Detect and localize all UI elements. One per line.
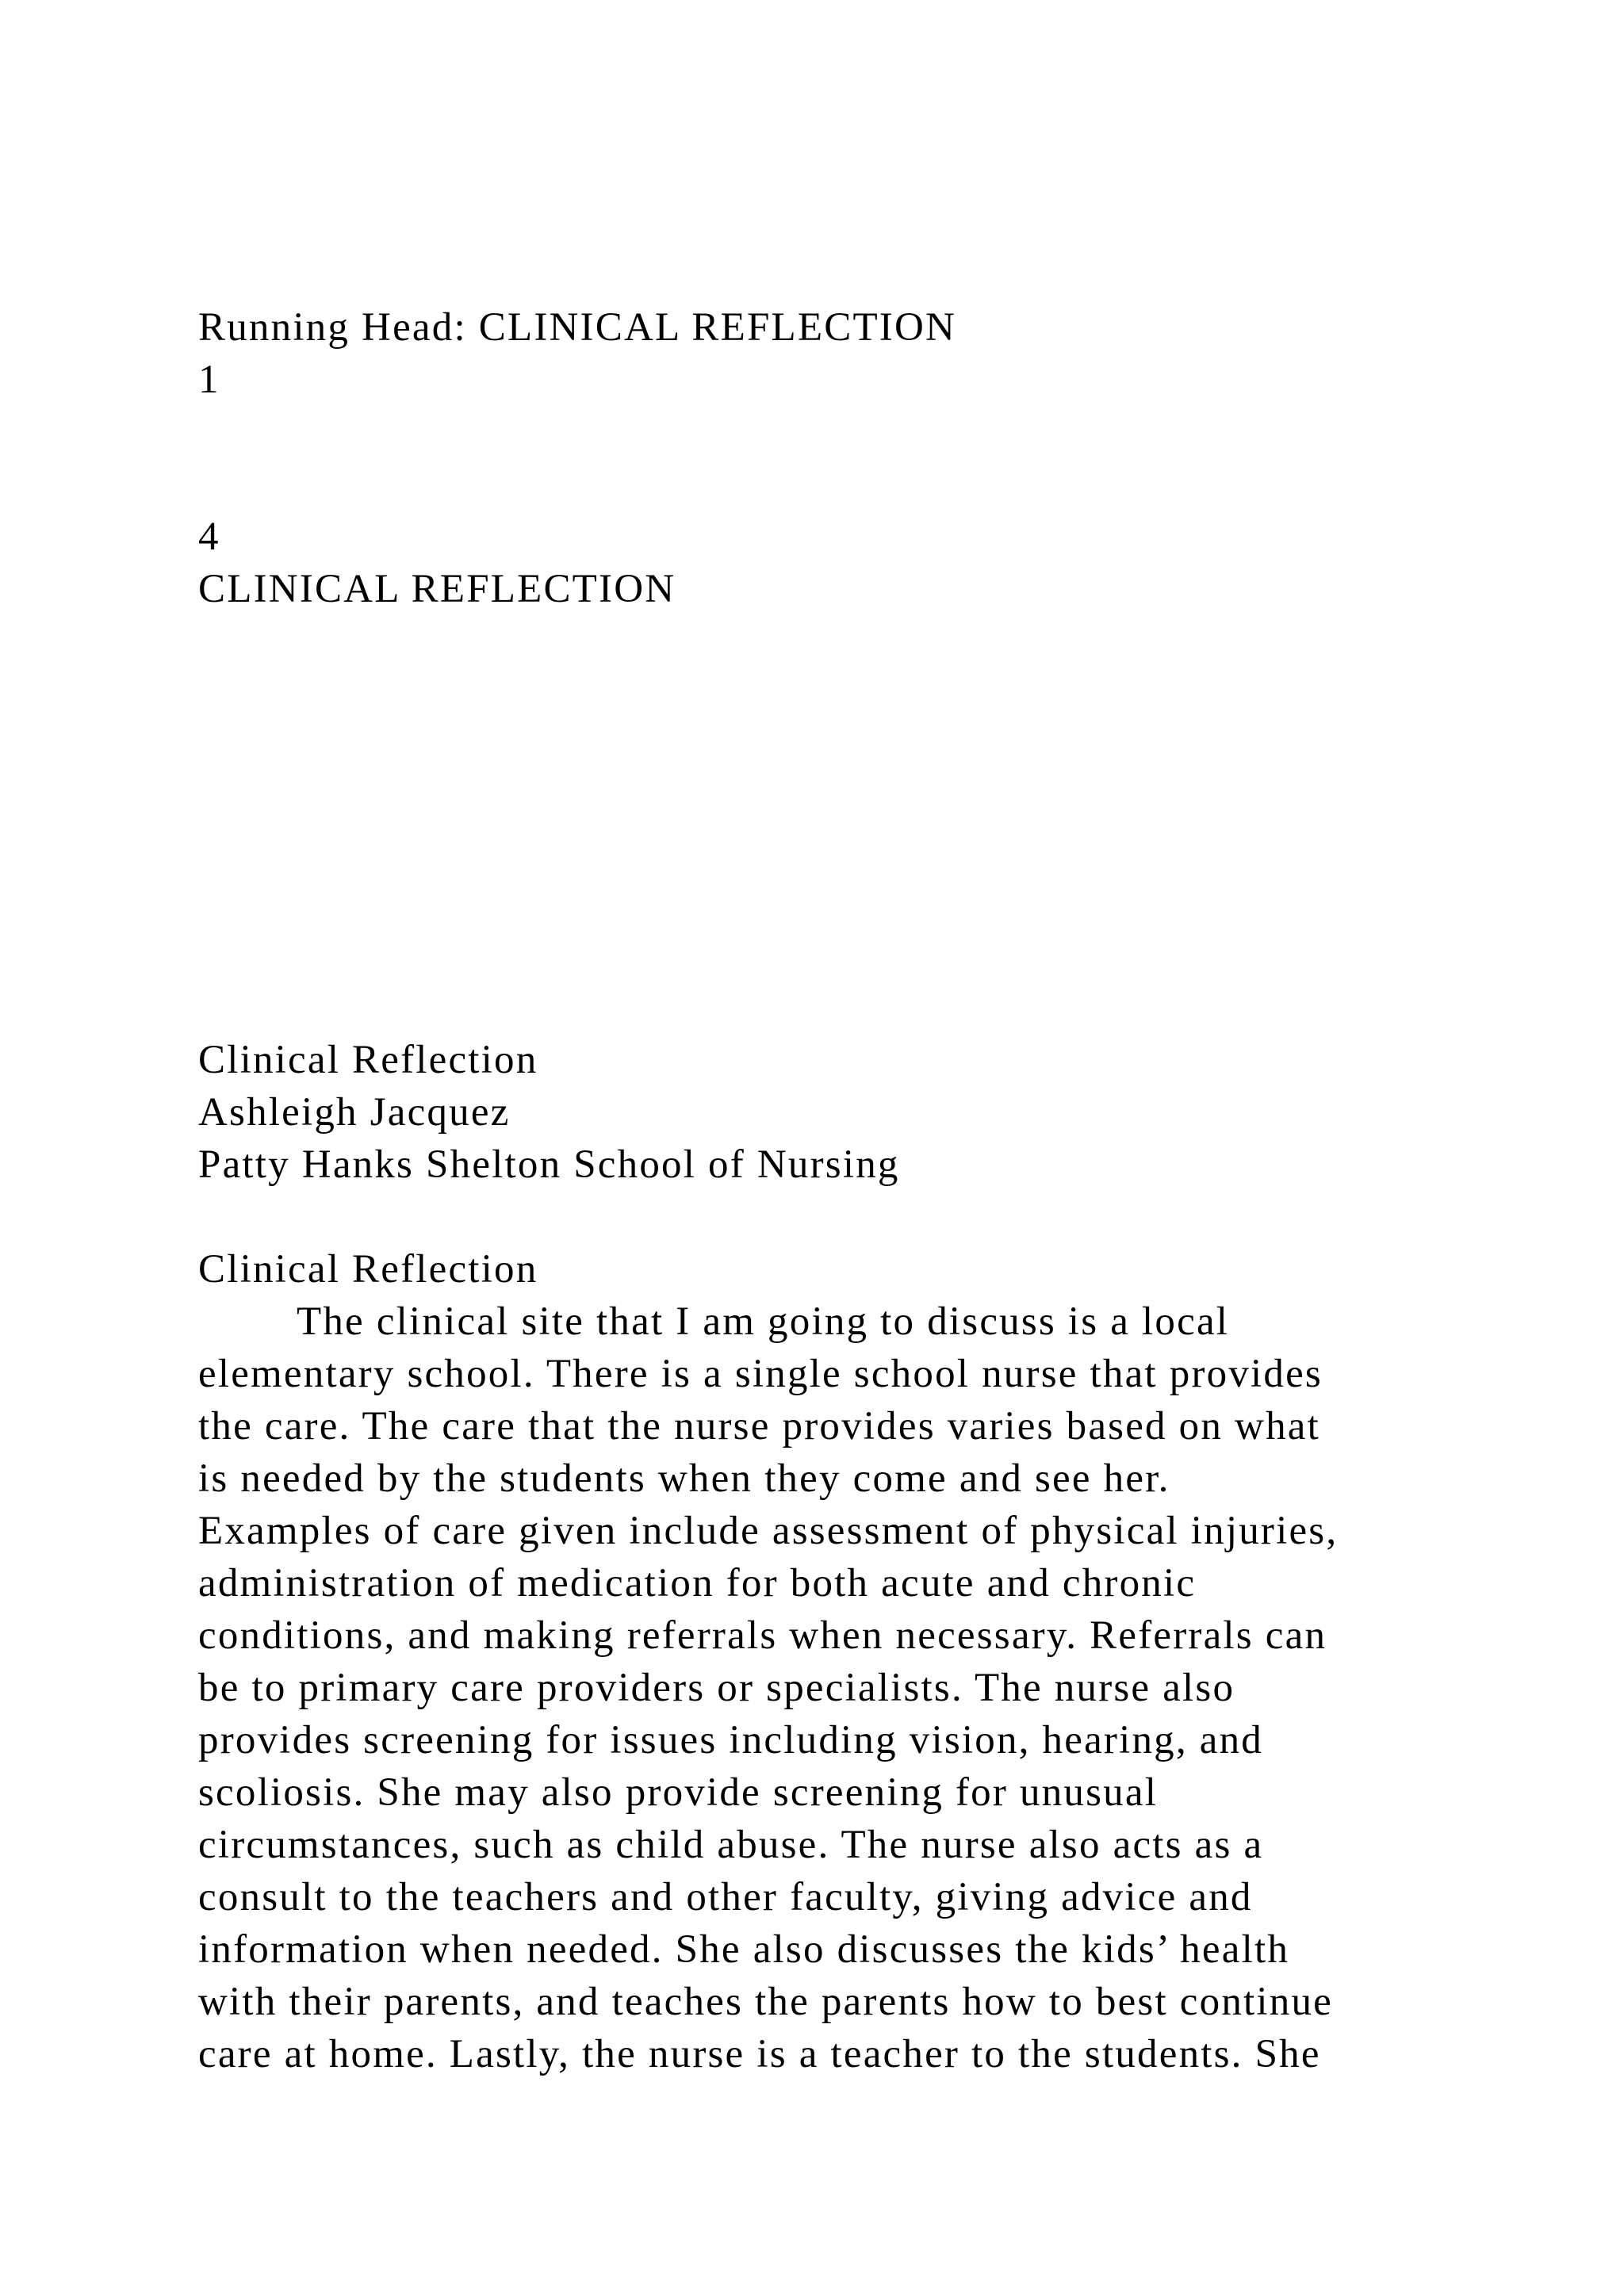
body-line: care at home. Lastly, the nurse is a teacher to the students. She [198, 2032, 1321, 2076]
page-number: 1 [198, 358, 220, 402]
body-line: consult to the teachers and other faculty, giving advice and [198, 1875, 1253, 1919]
running-head: Running Head: CLINICAL REFLECTION [198, 305, 957, 350]
body-line: circumstances, such as child abuse. The nurse also acts as a [198, 1823, 1264, 1867]
body-line: be to primary care providers or specialists. The nurse also [198, 1666, 1235, 1710]
body-line: conditions, and making referrals when necessary. Referrals can [198, 1613, 1327, 1658]
body-line: scoliosis. She may also provide screening for unusual [198, 1770, 1159, 1815]
paper-title: Clinical Reflection [198, 1038, 538, 1082]
institution-name: Patty Hanks Shelton School of Nursing [198, 1142, 900, 1187]
body-line: information when needed. She also discusses the kids’ health [198, 1927, 1290, 1972]
short-title: CLINICAL REFLECTION [198, 567, 676, 611]
body-line: provides screening for issues including vision, hearing, and [198, 1718, 1264, 1762]
page-number-second: 4 [198, 515, 220, 559]
body-line: The clinical site that I am going to discuss is a local [297, 1299, 1230, 1344]
body-line: Examples of care given include assessment of physical injuries, [198, 1509, 1339, 1553]
author-name: Ashleigh Jacquez [198, 1090, 511, 1135]
body-line: elementary school. There is a single school nurse that provides [198, 1352, 1323, 1396]
body-line: is needed by the students when they come and see her. [198, 1456, 1170, 1501]
section-heading: Clinical Reflection [198, 1247, 538, 1292]
body-line: the care. The care that the nurse provides varies based on what [198, 1404, 1320, 1448]
body-line: with their parents, and teaches the parents how to best continue [198, 1980, 1333, 2024]
body-line: administration of medication for both acute and chronic [198, 1561, 1197, 1605]
